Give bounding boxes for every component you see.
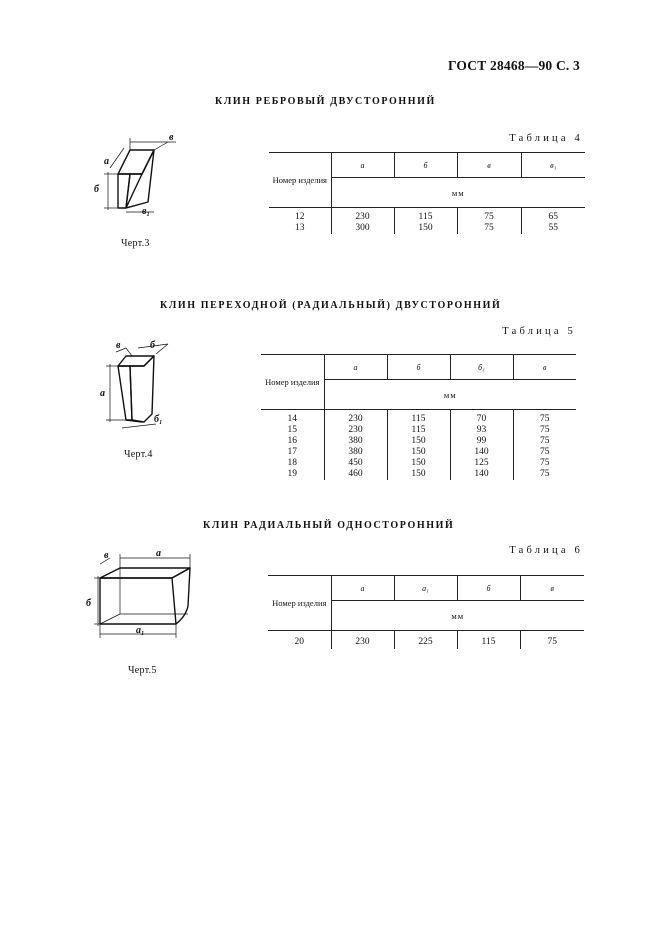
fig5-label-a: а bbox=[156, 548, 161, 559]
col-header: б bbox=[457, 576, 520, 601]
table-row bbox=[261, 436, 576, 447]
data-table-5 bbox=[261, 354, 576, 480]
cell: 380 bbox=[324, 447, 387, 458]
cell: 15 bbox=[287, 425, 297, 435]
table-row bbox=[261, 458, 576, 469]
cell: 75 bbox=[513, 469, 576, 480]
cell: 18 bbox=[287, 458, 297, 468]
section-heading-2: КЛИН ПЕРЕХОДНОЙ (РАДИАЛЬНЫЙ) ДВУСТОРОННИЙ bbox=[160, 300, 502, 311]
cell: 13 bbox=[295, 223, 305, 233]
figure-caption-5: Черт.5 bbox=[128, 665, 157, 676]
table-row bbox=[269, 223, 585, 234]
cell: 14 bbox=[287, 414, 297, 424]
cell: 150 bbox=[387, 436, 450, 447]
table-row bbox=[261, 469, 576, 480]
table-row bbox=[268, 631, 584, 650]
cell: 230 bbox=[331, 208, 394, 224]
header-number-item: Номер изделия bbox=[268, 576, 331, 631]
fig3-label-v: в bbox=[169, 132, 174, 143]
data-table-6 bbox=[268, 575, 584, 649]
fig4-label-b1: б₁ bbox=[154, 414, 163, 425]
figure-drawing-4 bbox=[96, 338, 176, 438]
cell: 115 bbox=[394, 208, 457, 224]
unit-row: мм bbox=[331, 178, 585, 208]
table-row bbox=[261, 425, 576, 436]
col-header: в₁ bbox=[521, 153, 585, 178]
header-number-item: Номер изделия bbox=[269, 153, 331, 208]
cell: 450 bbox=[324, 458, 387, 469]
fig3-label-a: а bbox=[104, 156, 109, 167]
fig3-label-b: б bbox=[94, 184, 99, 195]
fig4-label-a: а bbox=[100, 388, 105, 399]
cell: 20 bbox=[294, 636, 304, 647]
col-header: б bbox=[387, 355, 450, 380]
cell: 93 bbox=[450, 425, 513, 436]
cell: 150 bbox=[387, 469, 450, 480]
cell: 230 bbox=[324, 425, 387, 436]
figure-caption-4: Черт.4 bbox=[124, 449, 153, 460]
cell: 125 bbox=[450, 458, 513, 469]
col-header: б₁ bbox=[450, 355, 513, 380]
table-label-4: Таблица 4 bbox=[509, 133, 583, 144]
table-row bbox=[261, 447, 576, 458]
col-header: б bbox=[394, 153, 457, 178]
figure-caption-3: Черт.3 bbox=[121, 238, 150, 249]
col-header: в bbox=[513, 355, 576, 380]
cell: 75 bbox=[520, 631, 584, 650]
page-header: ГОСТ 28468—90 С. 3 bbox=[447, 58, 580, 73]
table-label-5: Таблица 5 bbox=[502, 326, 576, 337]
col-header: а bbox=[331, 153, 394, 178]
cell: 380 bbox=[324, 436, 387, 447]
cell: 115 bbox=[387, 425, 450, 436]
cell: 16 bbox=[287, 436, 297, 446]
figure-drawing-5 bbox=[84, 548, 204, 644]
cell: 225 bbox=[394, 631, 457, 650]
cell: 230 bbox=[331, 631, 394, 650]
cell: 300 bbox=[331, 223, 394, 234]
cell: 150 bbox=[394, 223, 457, 234]
cell: 75 bbox=[457, 223, 521, 234]
fig5-label-v: в bbox=[104, 550, 109, 561]
col-header: а bbox=[331, 576, 394, 601]
cell: 150 bbox=[387, 447, 450, 458]
fig4-label-v: в bbox=[116, 340, 121, 351]
table-row bbox=[261, 410, 576, 426]
cell: 75 bbox=[513, 425, 576, 436]
unit-row: мм bbox=[331, 601, 584, 631]
header-number-item: Номер изделия bbox=[261, 355, 324, 410]
cell: 230 bbox=[324, 410, 387, 426]
col-header: а₁ bbox=[394, 576, 457, 601]
fig3-label-v1: в₁ bbox=[142, 206, 150, 217]
figure-drawing-3 bbox=[90, 128, 180, 218]
col-header: в bbox=[457, 153, 521, 178]
cell: 99 bbox=[450, 436, 513, 447]
cell: 140 bbox=[450, 469, 513, 480]
col-header: в bbox=[520, 576, 584, 601]
section-heading-3: КЛИН РАДИАЛЬНЫЙ ОДНОСТОРОННИЙ bbox=[203, 520, 455, 531]
cell: 115 bbox=[387, 410, 450, 426]
col-header: а bbox=[324, 355, 387, 380]
cell: 140 bbox=[450, 447, 513, 458]
cell: 12 bbox=[295, 212, 305, 222]
cell: 19 bbox=[287, 469, 297, 479]
cell: 75 bbox=[513, 458, 576, 469]
cell: 75 bbox=[513, 436, 576, 447]
cell: 460 bbox=[324, 469, 387, 480]
fig5-label-b: б bbox=[86, 598, 91, 609]
table-label-6: Таблица 6 bbox=[509, 545, 583, 556]
cell: 75 bbox=[513, 410, 576, 426]
cell: 65 bbox=[521, 208, 585, 224]
cell: 75 bbox=[457, 208, 521, 224]
cell: 70 bbox=[450, 410, 513, 426]
cell: 55 bbox=[521, 223, 585, 234]
data-table-4 bbox=[269, 152, 585, 234]
fig4-label-b: б bbox=[150, 340, 155, 351]
cell: 75 bbox=[513, 447, 576, 458]
cell: 17 bbox=[287, 447, 297, 457]
section-heading-1: КЛИН РЕБРОВЫЙ ДВУСТОРОННИЙ bbox=[215, 96, 436, 107]
table-row bbox=[269, 208, 585, 224]
fig5-label-a1: а₁ bbox=[136, 625, 145, 636]
cell: 115 bbox=[457, 631, 520, 650]
cell: 150 bbox=[387, 458, 450, 469]
unit-row: мм bbox=[324, 380, 576, 410]
